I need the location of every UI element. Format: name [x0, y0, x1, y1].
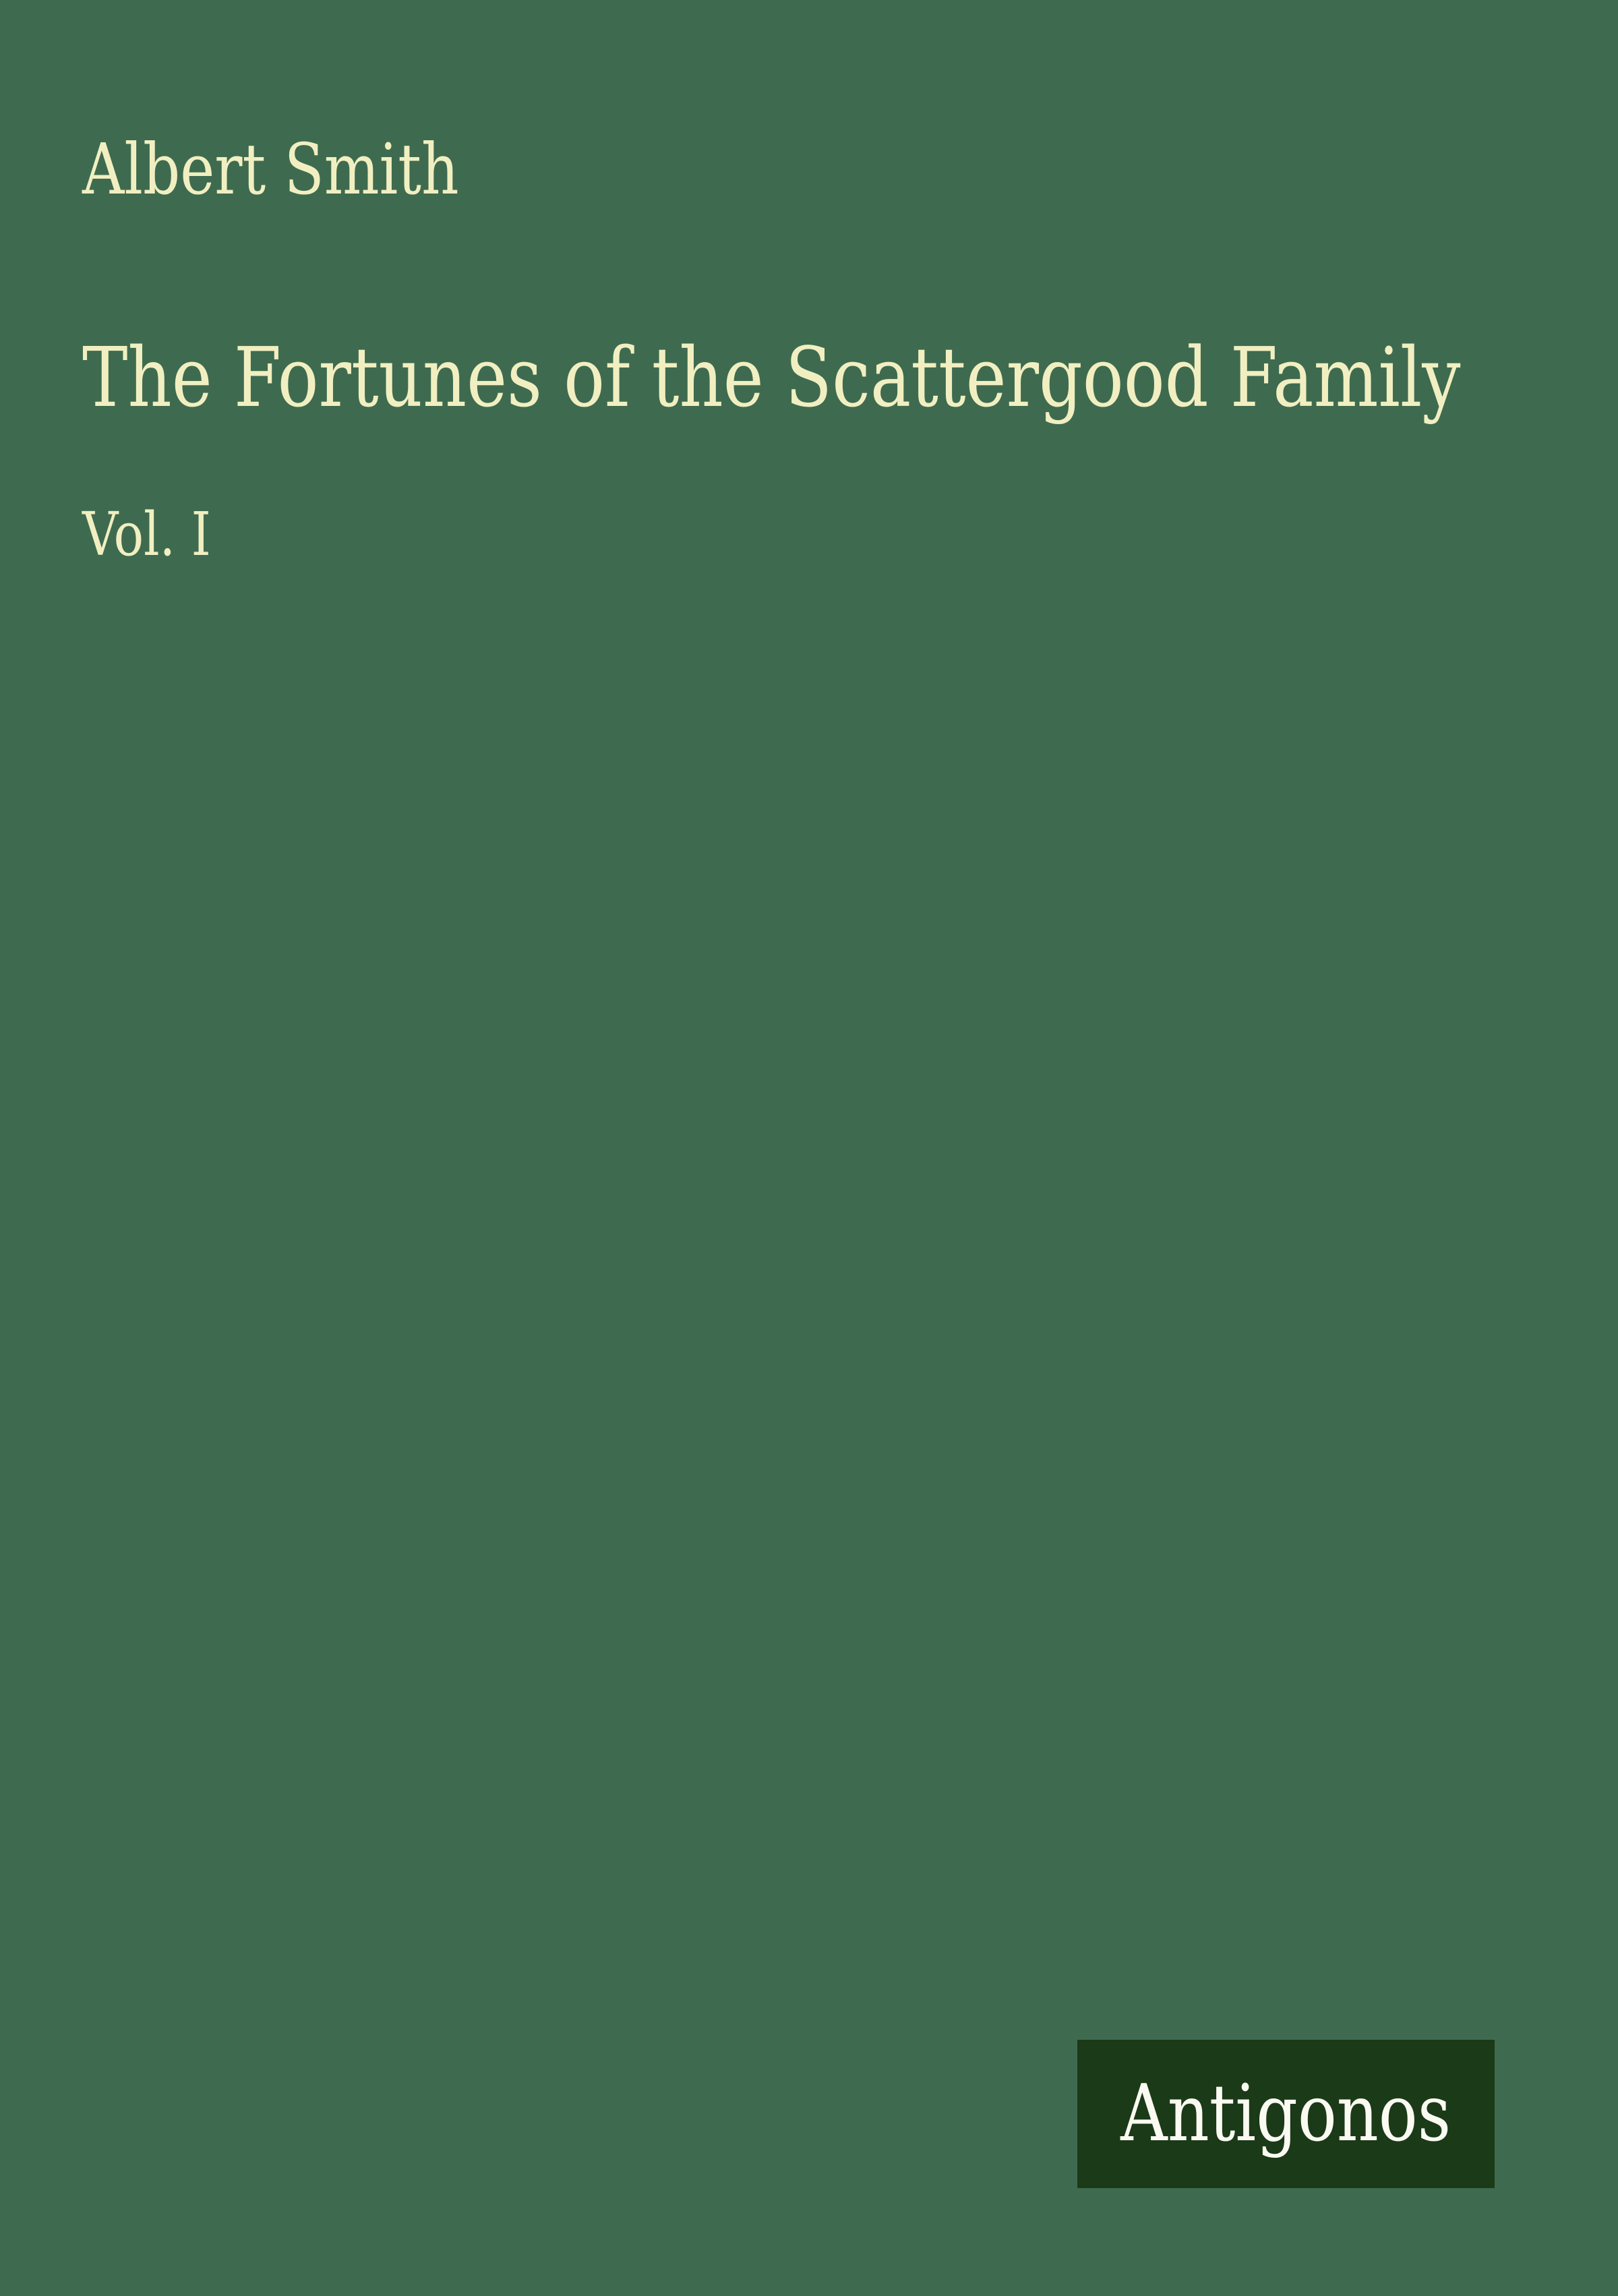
volume-subtitle: Vol. I	[82, 499, 211, 569]
publisher-logo-box	[1077, 2040, 1495, 2188]
publisher-name: Antigonos	[1120, 2068, 1451, 2159]
author-name: Albert Smith	[82, 128, 459, 210]
book-title: The Fortunes of the Scattergood Family	[82, 330, 1461, 425]
